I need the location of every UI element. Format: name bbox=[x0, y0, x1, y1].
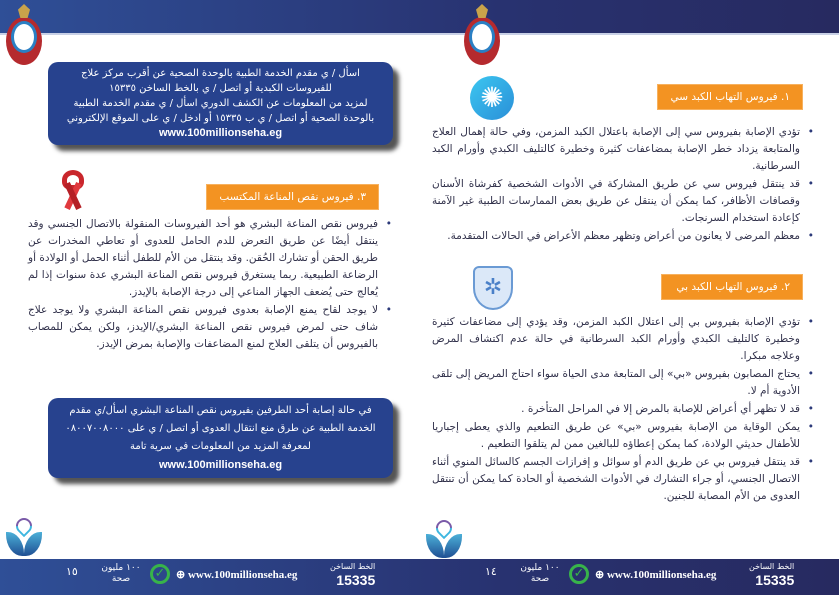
brand-logo: ١٠٠ مليون صحة bbox=[101, 563, 141, 584]
info-text: لمزيد من المعلومات عن الكشف الدوري اسأل / ي مقدم الخدمة الطبية بالوحدة الصحية أو اتصل / ي ب ١٥٣٣٥ أو ادخل / ي على الموقع الإلكتروني bbox=[66, 98, 375, 124]
hotline: الخط الساخن 15335 bbox=[330, 562, 376, 588]
check-icon: ✓ bbox=[569, 564, 589, 584]
website-link[interactable]: www.100millionseha.eg bbox=[158, 459, 283, 471]
list-item: • معظم المرضى لا يعانون من أعراض وتظهر معظم الأعراض في الحالات المتقدمة. bbox=[432, 228, 816, 245]
list-item: • تؤدي الإصابة بفيروس بي إلى اعتلال الكبد المزمن، وقد يؤدي إلى مضاعفات كثيرة وخطيرة كالتليف الكبدي وأورام الكبد السرطانية في حالة عدم اكتشاف المرض وعلاجه مبكرا. bbox=[432, 314, 816, 365]
list-item: • لا يوجد لقاح يمنع الإصابة بعدوى فيروس نقص المناعة البشري ولا يوجد علاج شاف حتى لمرض فيروس نقص المناعة البشري/الإيدز، ولكن يمكن للمصاب بالفيروس أن يتلقى العلاج لمنع المضاعفات والإصابة بمرض الإيدز. bbox=[28, 302, 394, 353]
list-item: • قد ينتقل فيروس سي عن طريق المشاركة في الأدوات الشخصية كفرشاة الأسنان وقصافات الأظافر، كما يمكن أن ينتقل عن طريق بعض الممارسات الطبية غير الآمنة كإعادة استخدام السرنجات. bbox=[432, 176, 816, 227]
list-item: • يمكن الوقاية من الإصابة بفيروس «بي» عن طريق التطعيم والذي يعطى إجباريا للأطفال حديثي الولادة، كما يمكن إعطاؤه للبالغين ممن لم يتلقوا التطعيم . bbox=[432, 419, 816, 453]
shield-virus-icon: ✲ bbox=[473, 266, 513, 310]
hiv-bullets bbox=[28, 216, 394, 354]
virus-icon: ✺ bbox=[470, 76, 514, 120]
section-title-hiv: ٣. فيروس نقص المناعة المكتسب bbox=[206, 184, 379, 210]
list-item: • تؤدي الإصابة بفيروس سي إلى الإصابة باعتلال الكبد المزمن، وفي حالة إهمال العلاج والمتابعة يزداد خطر الإصابة بمضاعفات كثيرة وخطيرة كالتليف الكبدي وأورام الكبد السرطانية. bbox=[432, 124, 816, 175]
list-item: • فيروس نقص المناعة البشري هو أحد الفيروسات المنقولة بالاتصال الجنسي وقد ينتقل أيضًا عن طريق التعرض للدم الحامل للعدوى أو تعاطي المخدرات عن طريق الحقن أو تشارك الحُقن. وقد ينتقل من الأم للطفل أثناء الحمل أو الولادة أو الرضاعة الطبيعية. ربما يستغرق فيروس نقص المناعة البشري عدة سنوات إذا لم يُعالج حتى يُضعف الجهاز المناعي إلى درجة الإصابة بالإيدز. bbox=[28, 216, 394, 301]
page-number: ١٤ bbox=[485, 565, 497, 578]
footer-left bbox=[0, 559, 419, 595]
campaign-logo bbox=[424, 520, 464, 558]
website-link[interactable]: ⊕ www.100millionseha.eg bbox=[595, 569, 717, 581]
website-link[interactable]: ⊕ www.100millionseha.eg bbox=[176, 569, 298, 581]
list-item: • يحتاج المصابون بفيروس «بي» إلى المتابعة مدى الحياة سواء احتاج المريض إلى تلقى الأدوية أم لا. bbox=[432, 366, 816, 400]
check-icon: ✓ bbox=[150, 564, 170, 584]
list-item: • قد لا تظهر أي أعراض للإصابة بالمرض إلا في المراحل المتأخرة . bbox=[432, 401, 816, 418]
info-box-hiv bbox=[48, 398, 393, 478]
info-text: اسأل / ي مقدم الخدمة الطبية بالوحدة الصحية عن أقرب مركز علاج للفيروسات الكبدية أو اتصل / ي بالخط الساخن ١٥٣٣٥ bbox=[81, 68, 360, 94]
info-text: في حالة إصابة أحد الطرفين بفيروس نقص المناعة البشري اسأل/ي مقدم الخدمة الطبية عن طرق منع انتقال العدوى أو اتصل / ي على ٠٨٠٠٧٠٠٨٠٠٠ لمعرفة المزيد من المعلومات في سرية تامة bbox=[65, 405, 376, 452]
footer-right bbox=[419, 559, 839, 595]
website-link[interactable]: www.100millionseha.eg bbox=[158, 127, 283, 139]
list-item: • قد ينتقل فيروس بي عن طريق الدم أو سوائل و إفرازات الجسم كالسائل المنوي أثناء الاتصال الجنسي، أو جراء التشارك في الأدوات الشخصية أو الحادة كما يمكن أن تنتقل العدوى من الأم المصابة للجنين. bbox=[432, 454, 816, 505]
ministry-logo bbox=[464, 4, 500, 68]
section-title-hep-c: ١. فيروس التهاب الكبد سي bbox=[657, 84, 803, 110]
brand-logo: ١٠٠ مليون صحة bbox=[520, 563, 560, 584]
section-title-hep-b: ٢. فيروس التهاب الكبد بي bbox=[661, 274, 803, 300]
campaign-logo bbox=[4, 518, 44, 556]
awareness-ribbon-icon bbox=[58, 170, 88, 210]
hep-c-bullets bbox=[432, 124, 816, 246]
hep-b-bullets bbox=[432, 314, 816, 506]
hotline: الخط الساخن 15335 bbox=[749, 562, 795, 588]
top-band bbox=[0, 0, 839, 35]
ministry-logo bbox=[6, 4, 42, 68]
info-box-hepatitis bbox=[48, 62, 393, 145]
page-number: ١٥ bbox=[66, 565, 78, 578]
